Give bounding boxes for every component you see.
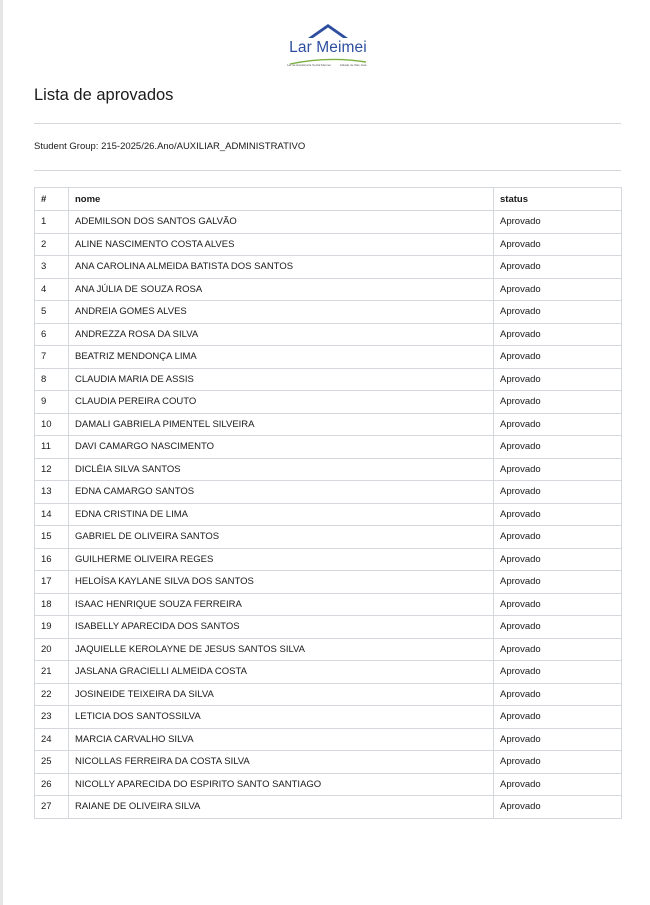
- row-status: Aprovado: [494, 301, 622, 324]
- row-number: 23: [35, 706, 69, 729]
- row-name: EDNA CRISTINA DE LIMA: [69, 503, 494, 526]
- row-name: ADEMILSON DOS SANTOS GALVÃO: [69, 211, 494, 234]
- row-name: JOSINEIDE TEIXEIRA DA SILVA: [69, 683, 494, 706]
- table-row: [35, 661, 622, 684]
- row-number: 27: [35, 796, 69, 819]
- row-name: ALINE NASCIMENTO COSTA ALVES: [69, 233, 494, 256]
- row-number: 6: [35, 323, 69, 346]
- row-name: ANDREZZA ROSA DA SILVA: [69, 323, 494, 346]
- row-number: 7: [35, 346, 69, 369]
- row-name: HELOÍSA KAYLANE SILVA DOS SANTOS: [69, 571, 494, 594]
- row-number: 1: [35, 211, 69, 234]
- table-row: [35, 751, 622, 774]
- table-row: [35, 683, 622, 706]
- row-name: CLAUDIA MARIA DE ASSIS: [69, 368, 494, 391]
- row-number: 5: [35, 301, 69, 324]
- row-name: ISABELLY APARECIDA DOS SANTOS: [69, 616, 494, 639]
- table-row: [35, 278, 622, 301]
- row-name: NICOLLY APARECIDA DO ESPIRITO SANTO SANTIAGO: [69, 773, 494, 796]
- row-name: DICLÉIA SILVA SANTOS: [69, 458, 494, 481]
- logo-tagline-left: Lar de Assistência Social Meimei: [287, 63, 331, 67]
- page-edge: [0, 0, 3, 905]
- row-number: 9: [35, 391, 69, 414]
- results-table: [34, 187, 622, 819]
- row-name: LETICIA DOS SANTOSSILVA: [69, 706, 494, 729]
- row-number: 24: [35, 728, 69, 751]
- row-number: 14: [35, 503, 69, 526]
- row-number: 18: [35, 593, 69, 616]
- table-row: [35, 436, 622, 459]
- table-row: [35, 706, 622, 729]
- table-row: [35, 391, 622, 414]
- row-number: 12: [35, 458, 69, 481]
- row-number: 26: [35, 773, 69, 796]
- row-name: DAMALI GABRIELA PIMENTEL SILVEIRA: [69, 413, 494, 436]
- row-status: Aprovado: [494, 436, 622, 459]
- row-number: 10: [35, 413, 69, 436]
- row-name: NICOLLAS FERREIRA DA COSTA SILVA: [69, 751, 494, 774]
- table-row: [35, 211, 622, 234]
- row-number: 4: [35, 278, 69, 301]
- row-number: 17: [35, 571, 69, 594]
- row-name: DAVI CAMARGO NASCIMENTO: [69, 436, 494, 459]
- row-status: Aprovado: [494, 796, 622, 819]
- column-header-nome: nome: [69, 188, 494, 211]
- row-status: Aprovado: [494, 661, 622, 684]
- table-row: [35, 346, 622, 369]
- table-row: [35, 481, 622, 504]
- row-number: 13: [35, 481, 69, 504]
- table-row: [35, 256, 622, 279]
- row-status: Aprovado: [494, 728, 622, 751]
- table-header-row: [35, 188, 622, 211]
- logo-tagline-right: Cidade de São José: [339, 63, 367, 67]
- row-number: 19: [35, 616, 69, 639]
- row-number: 3: [35, 256, 69, 279]
- row-number: 2: [35, 233, 69, 256]
- table-row: [35, 301, 622, 324]
- table-row: [35, 616, 622, 639]
- row-number: 11: [35, 436, 69, 459]
- row-status: Aprovado: [494, 278, 622, 301]
- row-name: GABRIEL DE OLIVEIRA SANTOS: [69, 526, 494, 549]
- student-group: Student Group: 215-2025/26.Ano/AUXILIAR_ADMINISTRATIVO: [34, 141, 306, 152]
- row-status: Aprovado: [494, 481, 622, 504]
- table-row: [35, 638, 622, 661]
- row-status: Aprovado: [494, 638, 622, 661]
- row-status: Aprovado: [494, 458, 622, 481]
- row-status: Aprovado: [494, 706, 622, 729]
- logo-tagline: [287, 63, 367, 67]
- divider: [34, 123, 621, 124]
- row-status: Aprovado: [494, 211, 622, 234]
- table-row: [35, 233, 622, 256]
- row-name: JAQUIELLE KEROLAYNE DE JESUS SANTOS SILVA: [69, 638, 494, 661]
- row-name: BEATRIZ MENDONÇA LIMA: [69, 346, 494, 369]
- row-status: Aprovado: [494, 571, 622, 594]
- table-row: [35, 548, 622, 571]
- table-row: [35, 323, 622, 346]
- row-status: Aprovado: [494, 548, 622, 571]
- table-row: [35, 593, 622, 616]
- row-status: Aprovado: [494, 526, 622, 549]
- table-row: [35, 458, 622, 481]
- row-name: JASLANA GRACIELLI ALMEIDA COSTA: [69, 661, 494, 684]
- table-row: [35, 368, 622, 391]
- column-header-number: #: [35, 188, 69, 211]
- row-status: Aprovado: [494, 233, 622, 256]
- table-row: [35, 526, 622, 549]
- row-number: 25: [35, 751, 69, 774]
- logo: [286, 22, 370, 70]
- table-row: [35, 728, 622, 751]
- row-status: Aprovado: [494, 751, 622, 774]
- row-name: CLAUDIA PEREIRA COUTO: [69, 391, 494, 414]
- row-status: Aprovado: [494, 773, 622, 796]
- table-row: [35, 503, 622, 526]
- row-number: 15: [35, 526, 69, 549]
- row-status: Aprovado: [494, 256, 622, 279]
- table-row: [35, 773, 622, 796]
- row-name: GUILHERME OLIVEIRA REGES: [69, 548, 494, 571]
- logo-text: Lar Meimei: [289, 39, 367, 56]
- row-status: Aprovado: [494, 683, 622, 706]
- row-status: Aprovado: [494, 368, 622, 391]
- row-status: Aprovado: [494, 593, 622, 616]
- table-row: [35, 571, 622, 594]
- row-name: ANDREIA GOMES ALVES: [69, 301, 494, 324]
- row-number: 8: [35, 368, 69, 391]
- row-status: Aprovado: [494, 323, 622, 346]
- row-name: RAIANE DE OLIVEIRA SILVA: [69, 796, 494, 819]
- row-name: ISAAC HENRIQUE SOUZA FERREIRA: [69, 593, 494, 616]
- row-status: Aprovado: [494, 391, 622, 414]
- divider: [34, 170, 621, 171]
- row-name: EDNA CAMARGO SANTOS: [69, 481, 494, 504]
- row-status: Aprovado: [494, 346, 622, 369]
- row-status: Aprovado: [494, 413, 622, 436]
- row-status: Aprovado: [494, 616, 622, 639]
- row-number: 22: [35, 683, 69, 706]
- row-name: ANA JÚLIA DE SOUZA ROSA: [69, 278, 494, 301]
- page-title: Lista de aprovados: [34, 86, 174, 104]
- table-row: [35, 796, 622, 819]
- table-row: [35, 413, 622, 436]
- row-number: 21: [35, 661, 69, 684]
- column-header-status: status: [494, 188, 622, 211]
- row-number: 16: [35, 548, 69, 571]
- row-name: MARCIA CARVALHO SILVA: [69, 728, 494, 751]
- row-number: 20: [35, 638, 69, 661]
- row-status: Aprovado: [494, 503, 622, 526]
- row-name: ANA CAROLINA ALMEIDA BATISTA DOS SANTOS: [69, 256, 494, 279]
